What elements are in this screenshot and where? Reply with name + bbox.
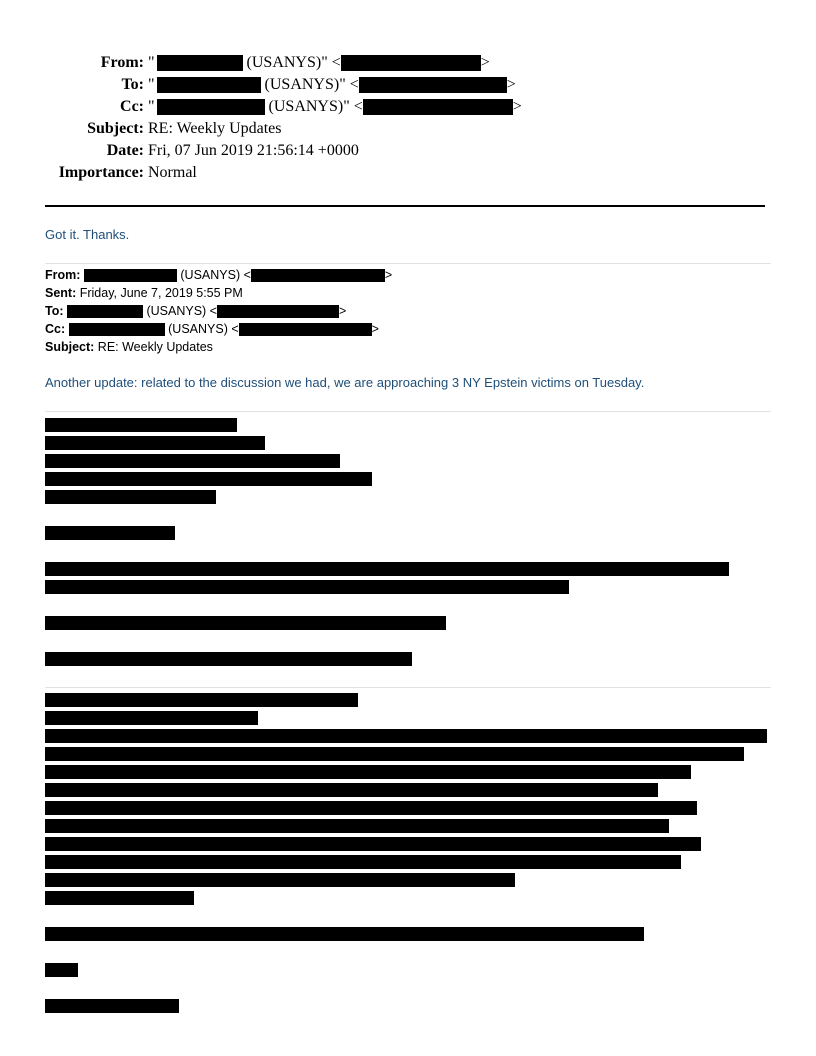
redaction [84, 269, 177, 282]
to-value: (USANYS)" < [264, 76, 359, 93]
redaction [341, 55, 481, 71]
quoted-header [45, 266, 392, 356]
quote-mark: " [148, 76, 155, 93]
header-divider [45, 205, 765, 207]
angle-close: > [371, 322, 379, 336]
redaction [363, 99, 513, 115]
date-value: Fri, 07 Jun 2019 21:56:14 +0000 [148, 142, 359, 159]
redaction-bar [45, 783, 658, 797]
redaction-bar [45, 855, 681, 869]
importance-value: Normal [148, 164, 197, 181]
cc-label: Cc: [120, 98, 144, 115]
redaction [157, 99, 265, 115]
angle-close: > [384, 268, 393, 282]
redaction-bar [45, 927, 644, 941]
header-importance-row [0, 162, 816, 184]
quoted-subject-value: RE: Weekly Updates [97, 340, 213, 354]
redaction-bar [45, 616, 446, 630]
quote-divider [45, 263, 771, 264]
redaction-bar [45, 436, 265, 450]
quoted-sent-row [45, 284, 392, 302]
redaction-bar [45, 765, 691, 779]
to-label: To: [121, 76, 144, 93]
quoted-to-value: (USANYS) < [146, 304, 217, 318]
quoted-to-label: To: [45, 304, 64, 318]
redaction-bar [45, 490, 216, 504]
subject-label: Subject: [87, 120, 144, 137]
quoted-sent-label: Sent: [45, 286, 77, 300]
quoted-cc-label: Cc: [45, 322, 66, 336]
importance-label: Importance: [58, 164, 144, 181]
redaction-bar [45, 580, 569, 594]
from-label: From: [100, 54, 144, 71]
redaction-bar [45, 472, 372, 486]
redaction-bar [45, 711, 258, 725]
update-text: Another update: related to the discussion we had, we are approaching 3 NY Epstein victims on Tuesday. [45, 375, 645, 390]
quoted-subject-row [45, 338, 392, 356]
reply-text: Got it. Thanks. [45, 227, 130, 242]
subject-value: RE: Weekly Updates [148, 120, 282, 137]
redaction-bar [45, 652, 412, 666]
redaction-bar [45, 999, 179, 1013]
redaction [217, 305, 339, 318]
section-divider [45, 687, 771, 688]
angle-close: > [480, 54, 490, 71]
redaction [359, 77, 507, 93]
redaction-bar [45, 819, 669, 833]
redaction-bar [45, 729, 767, 743]
angle-close: > [506, 76, 516, 93]
quoted-to-row [45, 302, 392, 320]
redaction-bar [45, 526, 175, 540]
redaction [69, 323, 165, 336]
quote-mark: " [148, 54, 155, 71]
redaction [157, 77, 261, 93]
redaction-bar [45, 418, 237, 432]
header-to-row [0, 74, 816, 96]
redaction-bar [45, 801, 697, 815]
redaction-bar [45, 963, 78, 977]
angle-close: > [339, 304, 347, 318]
quoted-cc-row [45, 320, 392, 338]
redaction-bar [45, 562, 729, 576]
quoted-subject-label: Subject: [45, 340, 95, 354]
redaction-bar [45, 837, 701, 851]
header-subject-row [0, 118, 816, 140]
redaction-bar [45, 873, 515, 887]
quote-mark: " [148, 98, 155, 115]
angle-close: > [512, 98, 522, 115]
redaction [251, 269, 385, 282]
redaction-bar [45, 693, 358, 707]
header-from-row [0, 52, 816, 74]
quoted-sent-value: Friday, June 7, 2019 5:55 PM [79, 286, 243, 300]
cc-value: (USANYS)" < [268, 98, 363, 115]
header-date-row [0, 140, 816, 162]
section-divider [45, 411, 771, 412]
quoted-cc-value: (USANYS) < [168, 322, 239, 336]
from-value: (USANYS)" < [246, 54, 341, 71]
email-header [0, 52, 816, 184]
quoted-from-row [45, 266, 392, 284]
redaction-bar [45, 454, 340, 468]
redaction [67, 305, 143, 318]
header-cc-row [0, 96, 816, 118]
redaction [157, 55, 243, 71]
redaction-bar [45, 747, 744, 761]
date-label: Date: [106, 142, 144, 159]
quoted-from-value: (USANYS) < [180, 268, 251, 282]
redaction-bar [45, 891, 194, 905]
quoted-from-label: From: [45, 268, 81, 282]
redaction [239, 323, 372, 336]
